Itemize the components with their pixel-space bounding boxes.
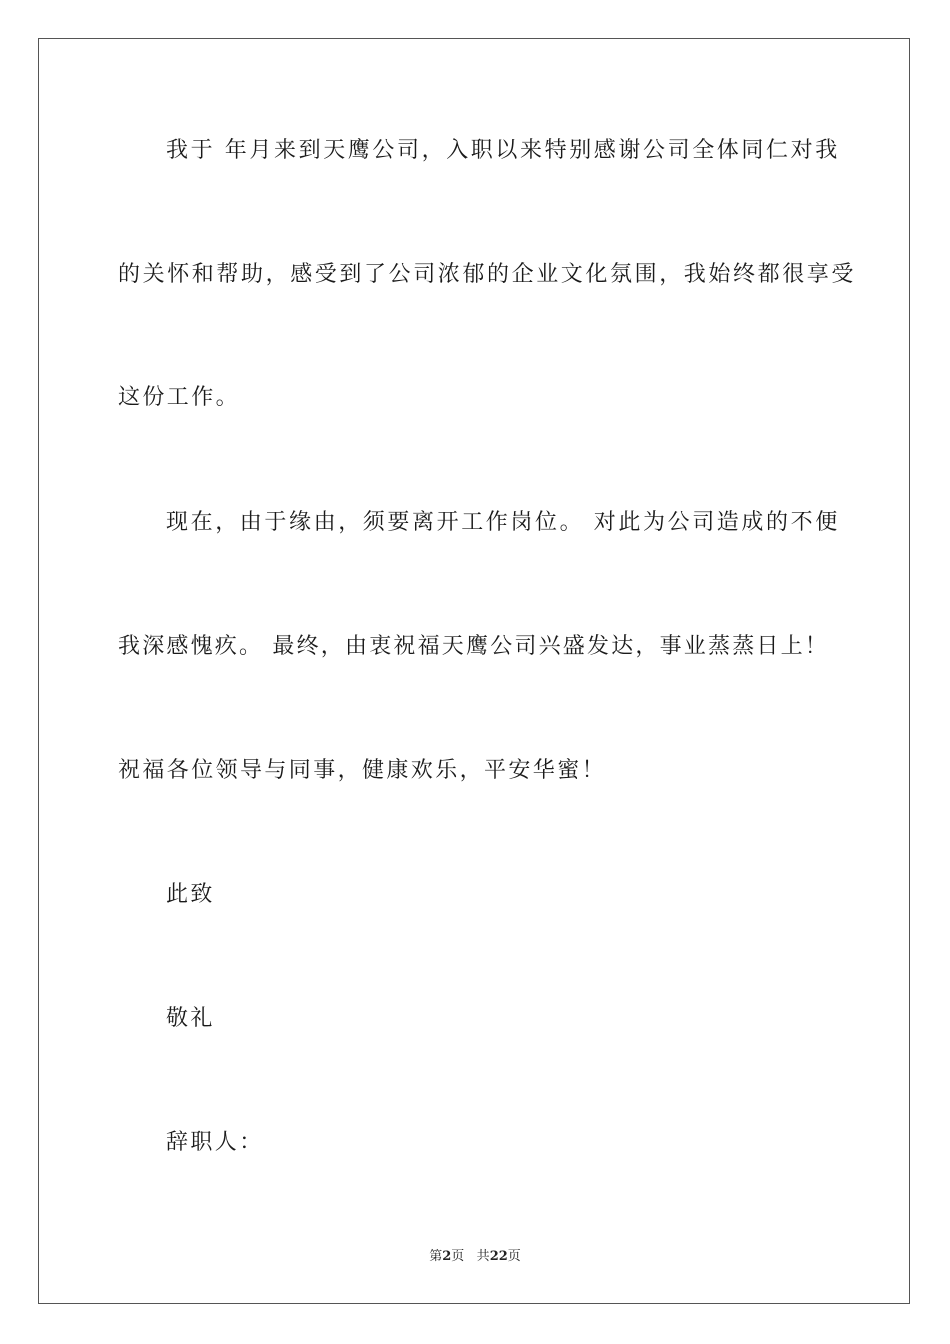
footer-page-number: 2 (442, 1249, 452, 1264)
footer-total-prefix: 共 (476, 1249, 490, 1264)
page-footer (0, 1248, 950, 1266)
footer-total-pages: 22 (489, 1249, 508, 1264)
signature-label: 辞职人： (166, 1130, 264, 1155)
letter-closing: 此致 (166, 882, 215, 907)
page-border (38, 38, 910, 1304)
letter-paragraph-2-line-1: 现在，由于缘由，须要离开工作岗位。 对此为公司造成的不便 (166, 510, 840, 535)
letter-paragraph-1-line-2: 的关怀和帮助，感受到了公司浓郁的企业文化氛围，我始终都很享受 (118, 262, 857, 287)
letter-paragraph-1-line-1: 我于 年月来到天鹰公司，入职以来特别感谢公司全体同仁对我 (166, 138, 840, 163)
letter-paragraph-2-line-2: 我深感愧疚。 最终，由衷祝福天鹰公司兴盛发达，事业蒸蒸日上！ (118, 634, 829, 659)
footer-total-unit: 页 (507, 1249, 521, 1264)
letter-paragraph-2-line-3: 祝福各位领导与同事，健康欢乐，平安华蜜！ (118, 758, 607, 783)
letter-salute: 敬礼 (166, 1006, 215, 1031)
letter-paragraph-1-line-3: 这份工作。 (118, 385, 241, 410)
footer-page-unit: 页 (451, 1249, 465, 1264)
footer-page-prefix: 第 (429, 1249, 443, 1264)
